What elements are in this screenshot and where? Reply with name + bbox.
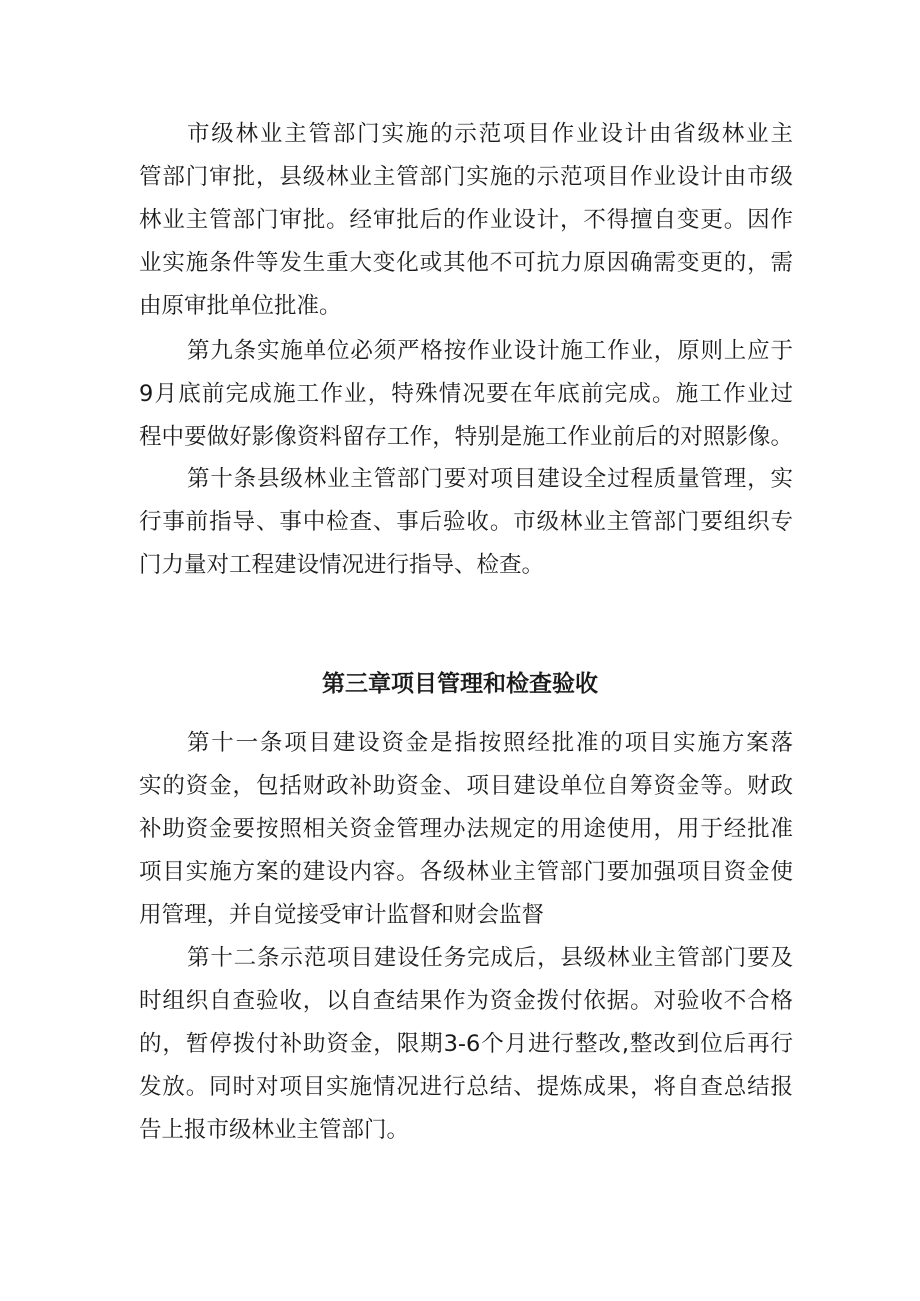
paragraph-line: 的，暂停拨付补助资金，限期3-6个月进行整改,整改到位后再行 <box>139 1031 793 1057</box>
paragraph-line: 时组织自查验收，以自查结果作为资金拨付依据。对验收不合格 <box>139 988 793 1014</box>
paragraph-line: 实的资金，包括财政补助资金、项目建设单位自筹资金等。财政 <box>139 773 793 799</box>
chapter-heading: 第三章项目管理和检查验收 <box>322 671 598 697</box>
paragraph-line: 告上报市级林业主管部门。 <box>139 1117 410 1143</box>
paragraph-line: 行事前指导、事中检查、事后验收。市级林业主管部门要组织专 <box>139 509 793 535</box>
paragraph-line: 林业主管部门审批。经审批后的作业设计，不得擅自变更。因作 <box>139 207 793 233</box>
paragraph-line: 门力量对工程建设情况进行指导、检查。 <box>139 552 545 578</box>
paragraph-line: 业实施条件等发生重大变化或其他不可抗力原因确需变更的，需 <box>139 250 793 276</box>
paragraph-line: 管部门审批，县级林业主管部门实施的示范项目作业设计由市级 <box>139 164 793 190</box>
paragraph-line: 9月底前完成施工作业，特殊情况要在年底前完成。施工作业过 <box>139 381 793 407</box>
paragraph-line: 程中要做好影像资料留存工作，特别是施工作业前后的对照影像。 <box>139 424 793 450</box>
paragraph-line: 用管理，并自觉接受审计监督和财会监督 <box>139 902 545 928</box>
paragraph-line: 第十一条项目建设资金是指按照经批准的项目实施方案落 <box>187 730 793 756</box>
paragraph-line: 市级林业主管部门实施的示范项目作业设计由省级林业主 <box>187 121 793 147</box>
paragraph-line: 由原审批单位批准。 <box>139 293 342 319</box>
paragraph-line: 项目实施方案的建设内容。各级林业主管部门要加强项目资金使 <box>139 859 793 885</box>
paragraph-line: 补助资金要按照相关资金管理办法规定的用途使用，用于经批准 <box>139 816 793 842</box>
paragraph-line: 第十二条示范项目建设任务完成后，县级林业主管部门要及 <box>187 945 793 971</box>
paragraph-line: 第十条县级林业主管部门要对项目建设全过程质量管理，实 <box>187 466 793 492</box>
paragraph-line: 第九条实施单位必须严格按作业设计施工作业，原则上应于 <box>187 338 793 364</box>
paragraph-line: 发放。同时对项目实施情况进行总结、提炼成果，将自查总结报 <box>139 1074 793 1100</box>
